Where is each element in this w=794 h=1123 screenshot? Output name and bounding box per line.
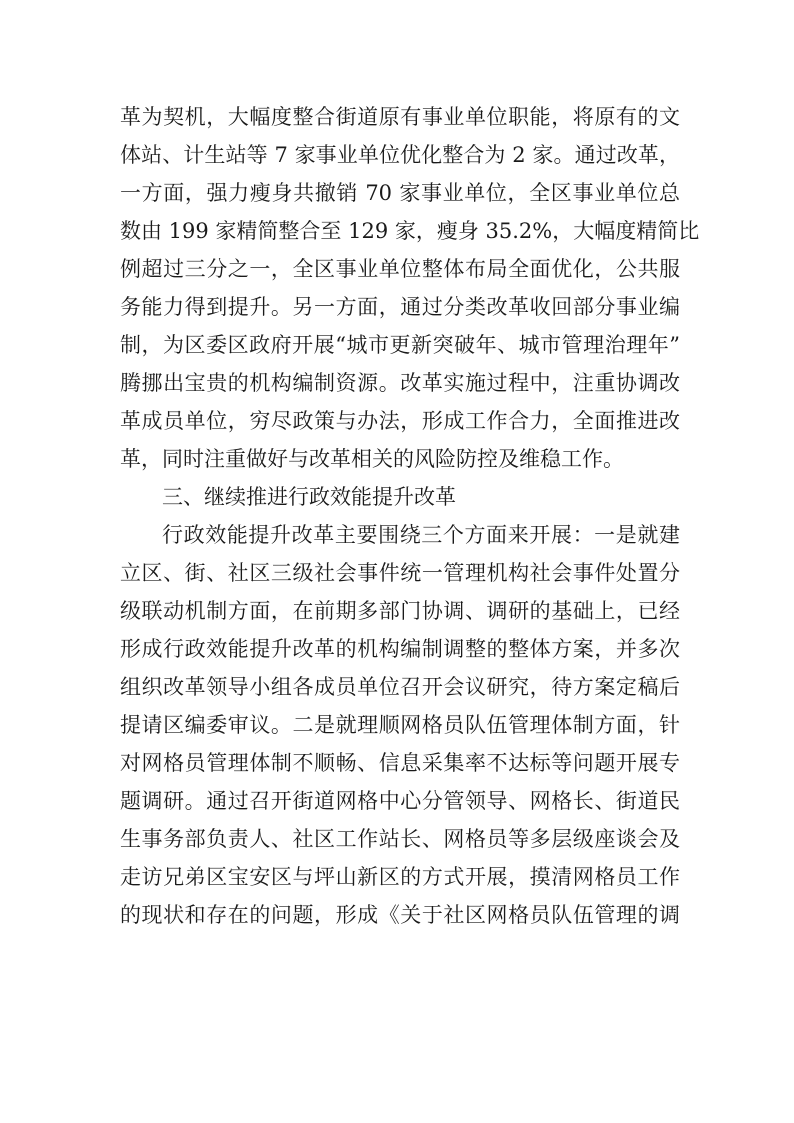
text-line: 提请区编委审议。二是就理顺网格员队伍管理体制方面，针 [120,713,680,737]
text-line: 制，为区委区政府开展“城市更新突破年、城市管理治理年” [120,333,680,357]
text-line: 组织改革领导小组各成员单位召开会议研究，待方案定稿后 [120,675,680,699]
text-line: 体站、计生站等 7 家事业单位优化整合为 2 家。通过改革， [120,143,680,167]
text-line: 革为契机，大幅度整合街道原有事业单位职能，将原有的文 [120,105,680,129]
text-line: 革成员单位，穷尽政策与办法，形成工作合力，全面推进改 [120,409,680,433]
text-line: 例超过三分之一，全区事业单位整体布局全面优化，公共服 [120,257,680,281]
text-line: 腾挪出宝贵的机构编制资源。改革实施过程中，注重协调改 [120,371,680,395]
text-line: 形成行政效能提升改革的机构编制调整的整体方案，并多次 [120,637,680,661]
text-line: 级联动机制方面，在前期多部门协调、调研的基础上，已经 [120,599,680,623]
text-line: 立区、街、社区三级社会事件统一管理机构社会事件处置分 [120,561,680,585]
paragraph-reform-results [120,98,700,478]
document-body [120,98,700,934]
text-line: 题调研。通过召开街道网格中心分管领导、网格长、街道民 [120,789,680,813]
section-heading: 三、继续推进行政效能提升改革 [162,485,456,509]
text-line: 行政效能提升改革主要围绕三个方面来开展：一是就建 [162,523,680,547]
text-line: 走访兄弟区宝安区与坪山新区的方式开展，摸清网格员工作 [120,865,680,889]
text-line: 一方面，强力瘦身共撤销 70 家事业单位，全区事业单位总 [120,181,680,205]
text-line: 的现状和存在的问题，形成《关于社区网格员队伍管理的调 [120,903,680,927]
text-line: 对网格员管理体制不顺畅、信息采集率不达标等问题开展专 [120,751,680,775]
paragraph-efficiency-reform [120,516,680,934]
text-line: 革，同时注重做好与改革相关的风险防控及维稳工作。 [120,447,624,471]
text-line: 数由 199 家精简整合至 129 家，瘦身 35.2%，大幅度精简比 [120,219,700,243]
text-line: 生事务部负责人、社区工作站长、网格员等多层级座谈会及 [120,827,680,851]
text-line: 务能力得到提升。另一方面，通过分类改革收回部分事业编 [120,295,680,319]
